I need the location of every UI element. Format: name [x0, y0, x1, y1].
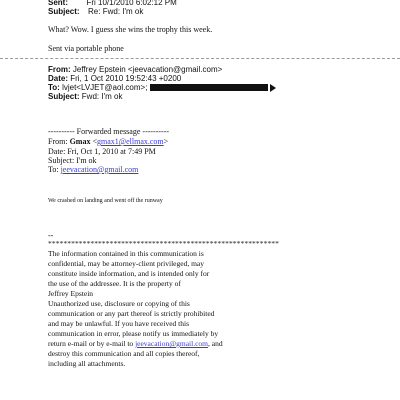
disclaimer-line: communication in error, please notify us immediately by [48, 329, 219, 338]
forward-from-name: Gmax [69, 137, 91, 146]
redaction-bar [150, 84, 268, 91]
quoted-subject-value: Fwd: I'm ok [81, 92, 123, 101]
sent-value: Fri 10/1/2010 6:02:12 PM [86, 0, 177, 7]
disclaimer-line: communication or any part thereof is strictly prohibited [48, 309, 215, 318]
forward-separator: ---------- Forwarded message ---------- [48, 127, 170, 136]
subject-value: Re: Fwd: I'm ok [88, 7, 144, 16]
forward-to-label: To: [48, 165, 59, 174]
disclaimer-line: Unauthorized use, disclosure or copying of this [48, 299, 190, 308]
reply-subject-row [48, 7, 143, 17]
signature-dash: -- [48, 231, 54, 240]
forward-from-row: From: Gmax <gmax1@ellmax.com> [48, 137, 169, 146]
disclaimer-email-link[interactable]: jeevacation@gmail.com [135, 339, 208, 348]
quoted-from-value: Jeffrey Epstein <jeevacation@gmail.com> [72, 65, 223, 74]
quote-divider [0, 58, 400, 59]
disclaimer-line: The information contained in this communication is [48, 249, 204, 258]
forward-from-email-link[interactable]: gmax1@ellmax.com [96, 137, 164, 146]
disclaimer-return-prefix: return e-mail or by e-mail to [48, 339, 136, 348]
quoted-to-value: lvjet<LVJET@aol.com>; [62, 83, 148, 92]
forward-subject: Subject: I'm ok [48, 156, 97, 165]
disclaimer-line: Jeffrey Epstein [48, 289, 94, 298]
quoted-subject-label: Subject: [48, 92, 80, 101]
quoted-from-label: From: [48, 65, 71, 74]
forward-to-row [48, 165, 138, 175]
disclaimer-return-line [48, 339, 223, 348]
reply-body-line: What? Wow. I guess she wins the trophy this week. [48, 25, 213, 34]
forward-message-body: We crashed on landing and went off the runway [48, 198, 163, 204]
quoted-date-label: Date: [48, 74, 69, 83]
sent-label: Sent: [48, 0, 68, 7]
disclaimer-line: constitute inside information, and is intended only for [48, 269, 210, 278]
disclaimer-line: including all attachments. [48, 359, 126, 368]
disclaimer-line: the use of the addressee. It is the property of [48, 279, 181, 288]
disclaimer-return-suffix: , and [207, 339, 223, 348]
disclaimer-line: and may be unlawful. If you have received this [48, 319, 189, 328]
disclaimer-stars: ************************************************************ [48, 239, 279, 248]
quoted-date-value: Fri, 1 Oct 2010 19:52:43 +0200 [70, 74, 182, 83]
forward-to-email-link[interactable]: jeevacation@gmail.com [60, 165, 139, 174]
redaction-arrow-icon [270, 84, 276, 92]
subject-label: Subject: [48, 7, 80, 16]
reply-signature: Sent via portable phone [48, 44, 124, 53]
disclaimer-line: destroy this communication and all copies thereof, [48, 349, 200, 358]
quoted-to-label: To: [48, 83, 60, 92]
forward-from-label: From: [48, 137, 68, 146]
quoted-subject-row [48, 92, 122, 102]
disclaimer-line: confidential, may be attorney-client privileged, may [48, 259, 204, 268]
forward-date: Date: Fri, Oct 1, 2010 at 7:49 PM [48, 147, 156, 156]
